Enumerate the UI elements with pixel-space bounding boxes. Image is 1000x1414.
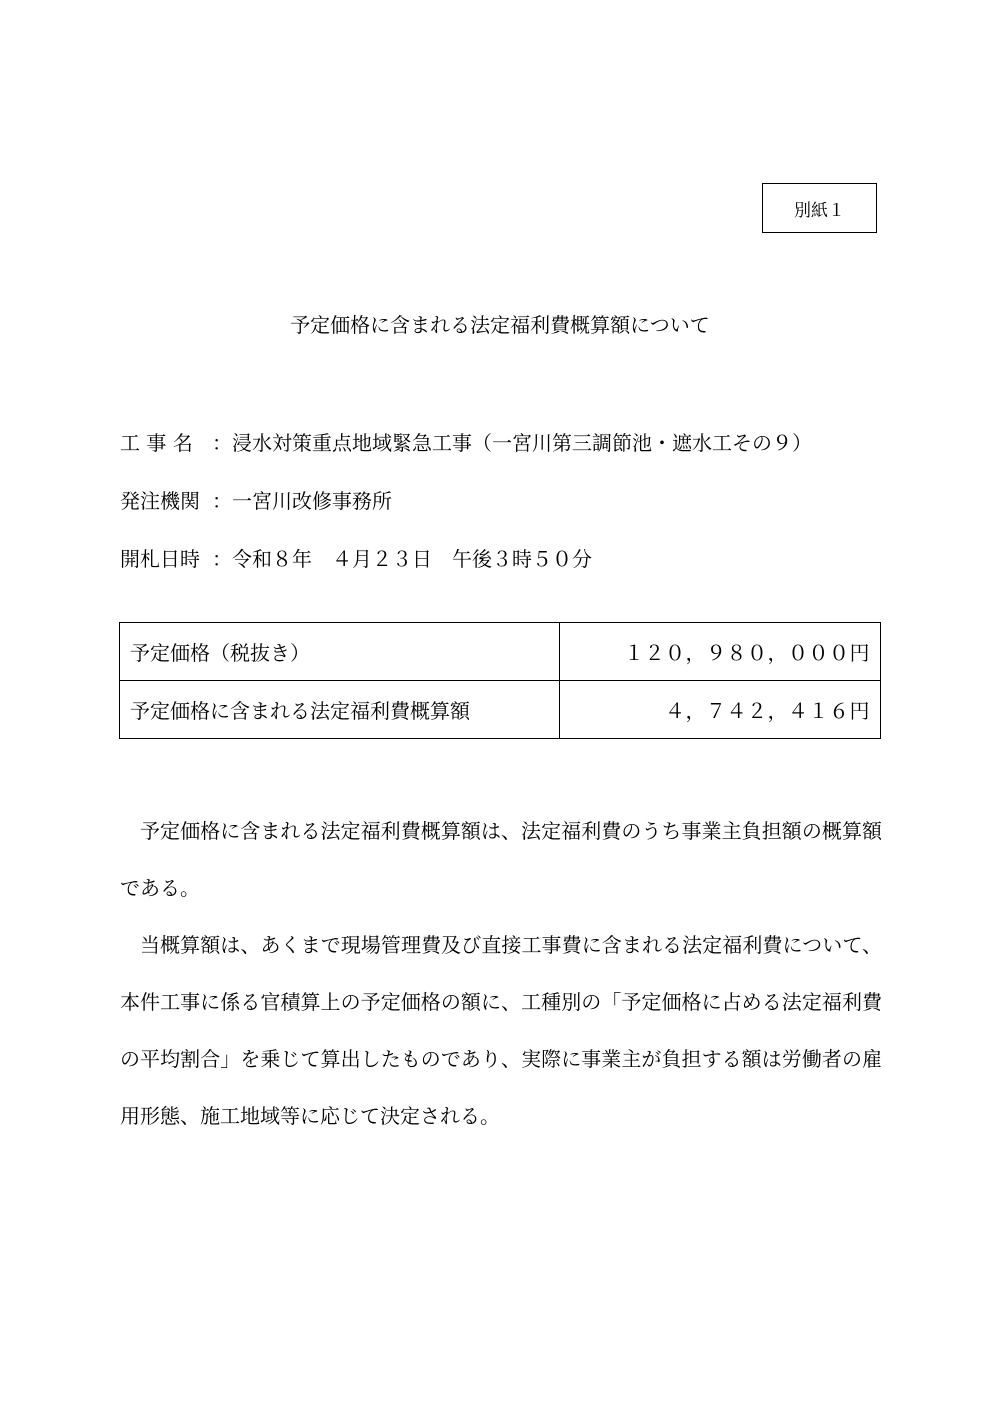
info-row-orderer bbox=[120, 487, 392, 515]
project-label: 工 事 名 bbox=[120, 431, 193, 455]
project-value: 浸水対策重点地域緊急工事（一宮川第三調節池・遮水工その９） bbox=[232, 431, 812, 455]
orderer-value: 一宮川改修事務所 bbox=[232, 489, 392, 513]
table-row bbox=[120, 681, 881, 739]
bid-opening-value: 令和８年 ４月２３日 午後３時５０分 bbox=[232, 547, 592, 571]
bid-opening-separator: ： bbox=[212, 547, 232, 571]
project-separator: ： bbox=[212, 431, 232, 455]
paragraph: 当概算額は、あくまで現場管理費及び直接工事費に含まれる法定福利費について、本件工事に係る官積算上の予定価格の額に、工種別の「予定価格に占める法定福利費の平均割合」を乗じて算出したものであり、実際に事業主が負担する額は労働者の雇用形態、施工地域等に応じて決定される。 bbox=[120, 933, 882, 1128]
info-row-bid-opening bbox=[120, 545, 592, 573]
orderer-separator: ： bbox=[212, 489, 232, 513]
info-row-project bbox=[120, 429, 812, 457]
welfare-cost-label: 予定価格に含まれる法定福利費概算額 bbox=[120, 681, 560, 739]
orderer-label: 発注機関 bbox=[120, 489, 200, 513]
planned-price-value: １２０，９８０，０００円 bbox=[560, 623, 881, 681]
paragraph: 予定価格に含まれる法定福利費概算額は、法定福利費のうち事業主負担額の概算額である。 bbox=[120, 819, 882, 900]
table-row bbox=[120, 623, 881, 681]
price-table bbox=[119, 622, 881, 739]
document-title: 予定価格に含まれる法定福利費概算額について bbox=[290, 313, 710, 337]
attachment-label: 別紙１ bbox=[762, 183, 877, 233]
welfare-cost-value: ４，７４２，４１６円 bbox=[560, 681, 881, 739]
bid-opening-label: 開札日時 bbox=[120, 547, 200, 571]
explanation-text bbox=[120, 803, 882, 1145]
planned-price-label: 予定価格（税抜き） bbox=[120, 623, 560, 681]
